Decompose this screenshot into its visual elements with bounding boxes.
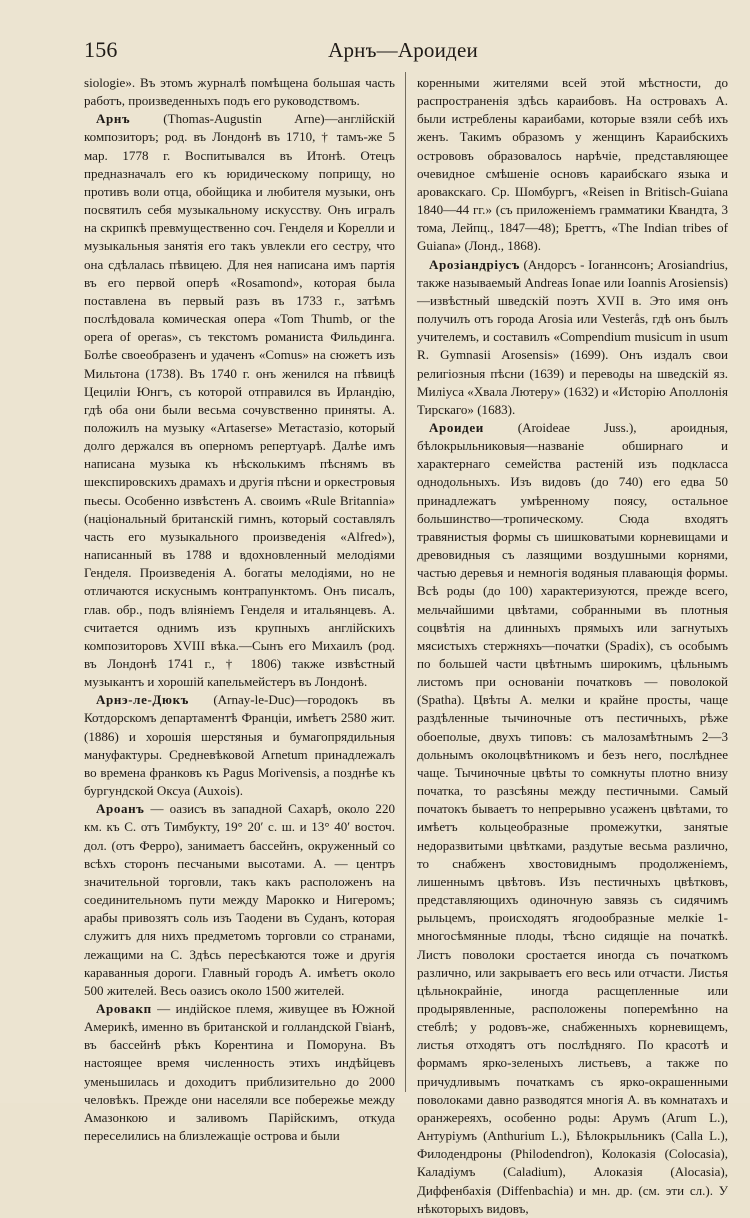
headword: Ароидеи bbox=[429, 419, 484, 435]
entry-body: (Thomas-Augustin Arne)—англійскій композиторъ; род. въ Лондонѣ въ 1710, † тамъ-же 5 мар. 1778 г. Воспитывался въ Итонѣ. Отецъ предназначалъ его къ юридическому поприщу, но противъ воли отца, обойщика и любителя музыки, онъ посвятилъ себя музыкальному искусству. Онъ игралъ на скрипкѣ превмущественно соч. Генделя и Корелли и музыкальныя занятія его такъ увлекли его сестру, что она сдѣлалась пѣвицею. Для нея написана имъ партія въ его первой оперѣ «Rosamond», которая была поставлена въ первый разъ въ 1733 г., затѣмъ послѣдовала комическая опера «Tom Thumb, or the opera of operas», съ текстомъ романиста Фильдинга. Болѣе своеобразенъ и удаченъ «Comus» на сюжетъ изъ Мильтона (1738). Въ 1740 г. онъ женился на пѣвицѣ Цециліи Юнгъ, съ которой отправился въ Ирландію, гдѣ оба они были весьма сочувственно приняты. А. положилъ на музыку «Artaserse» Метастазіо, который долго держался въ оперномъ репертуарѣ. Далѣе имъ написана музыка къ нѣсколькимъ пѣснямъ въ шекспировскихъ драмахъ и другія пѣсни и оркестровыя пьесы. Особенно извѣстенъ А. своимъ «Rule Britannia» (національный британскій гимнъ, который составлялъ часть его музыкального произведенія «Alfred»), написанный въ 1788 и вдохновленный мелодіями Генделя. Произведенія А. богаты мелодіями, но не отличаются искуснымъ контрапунктомъ. Онъ писалъ, глав. обр., подъ вліяніемъ Генделя и итальянцевъ. А. считается однимъ изъ крупныхъ англійскихъ композиторовъ XVIII вѣка.—Сынъ его Михаилъ (род. въ Лондонѣ 1741 г., † 1806) также извѣстный музыкантъ и хорошій капельмейстеръ въ Лондонѣ. bbox=[84, 111, 395, 690]
column-divider bbox=[405, 72, 406, 1092]
entry-body: (Arnay-le-Duc)—городокъ въ Котдорскомъ департаментѣ Франціи, имѣетъ 2580 жит. (1886) и хорошія шерстяныя и бумагопрядильныя мануфактуры. Средневѣковой Arnetum принадлежалъ во времена франковъ къ Pagus Morivensis, а позднѣе къ бургундской Оксуа (Auxois). bbox=[84, 692, 395, 799]
page-header bbox=[84, 36, 722, 64]
left-column-continuation: siologie». Въ этомъ журналѣ помѣщена большая часть работъ, произведенныхъ подъ его руководствомъ. bbox=[84, 75, 395, 109]
headword: Аровакп bbox=[96, 1000, 152, 1016]
headword: Арозіандріусъ bbox=[429, 256, 520, 272]
entry-body: — индійское племя, живущее въ Южной Америкѣ, именно въ британской и голландской Гвіанѣ, въ бассейнѣ рѣкъ Корентина и Поморуна. Въ настоящее время численность этихъ индѣйцевъ уменьшилась и доходитъ приблизительно до 2000 человѣкъ. Прежде они населяли все побережье между Амазонкою и заливомъ Парійскимъ, откуда переселились на близлежащіе острова и были bbox=[84, 1000, 395, 1144]
right-column-continuation: коренными жителями всей этой мѣстности, до распространенія здѣсь караибовъ. На островахъ А. были истреблены караибами, которые взяли себѣ ихъ женъ. Такимъ образомъ у женщинъ Караибскихъ острововъ образовалось нарѣчіе, представляющее очевидное смѣшеніе основъ караибскаго языка и аровакскаго. Ср. Шомбургъ, «Reisen in Britisch-Guiana 1840—44 гг.» (съ приложеніемъ грамматики Квандта, 3 тома, Лейпц., 1847—48); Бреттъ, «The Indian tribes of Guiana» (Лонд., 1868). bbox=[417, 75, 728, 254]
entry-aroidei bbox=[417, 419, 728, 1218]
entry-arovaki bbox=[84, 1000, 395, 1145]
right-column bbox=[417, 74, 728, 1216]
headword: Арнъ bbox=[96, 111, 131, 127]
entry-arne bbox=[84, 110, 395, 691]
left-column bbox=[84, 74, 395, 1144]
running-head: Арнъ—Ароидеи bbox=[328, 38, 478, 62]
headword: Ароанъ bbox=[96, 801, 145, 817]
page-number: 156 bbox=[84, 37, 118, 62]
entry-arnay-le-duc bbox=[84, 691, 395, 800]
entry-aroan bbox=[84, 800, 395, 1000]
entry-body: (Андорсъ - Іоганнсонъ; Arosiandrius, также называемый Andreas Ionae или Ioannis Arosiensis)—извѣстный шведскій поэтъ XVII в. Это имя онъ получилъ отъ города Arosia или Vesterås, гдѣ онъ былъ учителемъ, и составилъ «Compendium musicum in usum R. Gymnasii Arosensis» (1699). Онъ издалъ свои религіозныя пѣсни (1639) и переводы на шведскій яз. Миліуса «Хвала Лютеру» (1632) и «Исторію Аполлонія Тирскаго» (1683). bbox=[417, 256, 728, 417]
entry-arosiandrius bbox=[417, 256, 728, 419]
entry-body: — оазисъ въ западной Сахарѣ, около 220 км. къ С. отъ Тимбукту, 19° 20′ с. ш. и 13° 40′ восточ. дол. (отъ Ферро), занимаетъ бассейнъ, окруженный со всѣхъ сторонъ песчаными высотами. А. — центръ значительной торговли, такъ какъ расположенъ на соединительномъ пути между Марокко и Нигеромъ; арабы привозятъ соль изъ Таодени въ Суданъ, которая служитъ для нихъ предметомъ торговли со странами, лежащими на С. Здѣсь пересѣкаются тоже и другія караванныя дороги. Главный городъ А. имѣетъ около 500 жителей. Весь оазисъ около 1500 жителей. bbox=[84, 801, 395, 998]
headword: Арнэ-ле-Дюкъ bbox=[96, 692, 189, 708]
entry-body: (Aroideae Juss.), ароидныя, бѣлокрыльниковыя—названіе обширнаго и характернаго семейства растеній изъ подкласса однодольныхъ. Изъ видовъ (до 740) его едва 50 принадлежатъ умѣренному поясу, остальное большинство—тропическому. Сюда входятъ травянистыя формы съ шишковатыми корневищами и древовидныя съ лазящими воздушными корнями, частью деревья и немногія водяныя плавающія формы. Всѣ роды (до 100) характеризуются, прежде всего, мельчайшими цвѣтами, собранными въ плотныя соцвѣтія на длинныхъ прямыхъ или загнутыхъ мясистыхъ стержняхъ—початки (Spadix), съ особымъ по большей части цвѣтнымъ широкимъ, цѣльнымъ листомъ при основаніи початковъ — поволокой (Spatha). Цвѣты А. мелки и крайне просты, чаще раздѣленные тычиночные отъ пестичныхъ, рѣже обоеполые, двухъ типовъ: съ малозамѣтнымъ 2—3 дольнымъ околоцвѣтникомъ и безъ него, послѣднее чаще. Тычиночные цвѣты то сомкнуты плотно внизу початка, то разсѣяны между пестичными. Самый початокъ бываетъ то непрерывно усаженъ цвѣтами, то имѣетъ кольцеобразные промежутки, занятые недоразвитыми цвѣтками, раздутые весьма различно, то снабженъ хвостовиднымъ продолженіемъ, лишеннымъ цвѣтовъ. Изъ пестичныхъ цвѣтковъ, представляющихъ одиночную завязь съ сидячимъ рыльцемъ, происходятъ ягодообразные мелкіе 1-многосѣмянные плоды, тѣсно сидящіе на початкѣ. Листъ поволоки сростается иногда съ початкомъ различно, или закрываетъ его весь или отчасти. Листья цѣльнокрайніе, иногда расщепленные или продырявленные, расположены поперемѣнно на стеблѣ; у родовъ-же, снабженныхъ корневищемъ, листья отходятъ отъ послѣдняго. По красотѣ и формамъ ярко-зеленыхъ листьевъ, а также по причудливымъ початкамъ съ ярко-окрашенными поволоками давно разводятся многія А. въ комнатахъ и оранжереяхъ, особенно роды: Арумъ (Arum L.), Антуріумъ (Anthurium L.), Бѣлокрыльникъ (Calla L.), Филодендроны (Philodendron), Колоказія (Colocasia), Каладіумъ (Caladium), Алоказія (Alocasia), Диффенбахія (Diffenbachia) и мн. др. (см. эти сл.). У нѣкоторыхъ видовъ, bbox=[417, 419, 728, 1216]
